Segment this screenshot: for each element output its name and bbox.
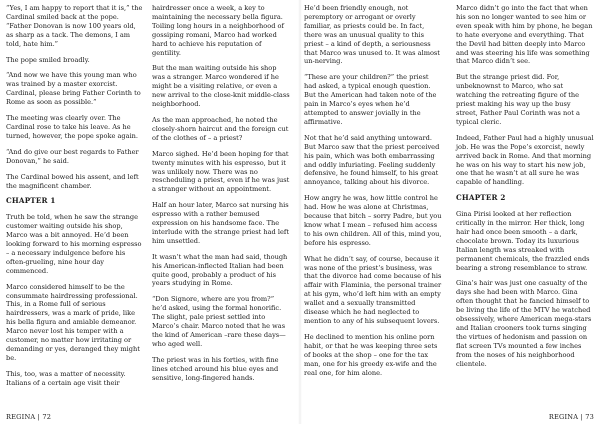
paragraph: He declined to mention his online porn habit, or that he was keeping three sets of books at the shop – one for the tax man, one for his greedy ex-wife and the real one, for him alone. — [304, 332, 438, 377]
paragraph: Gina’s hair was just one casualty of the days she had been with Marco. Gina often thought that he fancied himself to be living the life of the MTV he watched obsessively, where American mega-stars and Italian crooners took turns singing the virtues of hedonism and passion on flat screen TVs mounted a few inches from the noses of his neighborhood clientele. — [456, 279, 592, 368]
paragraph: Gina Pirisi looked at her reflection critically in the mirror. Her thick, long hair had once been smooth – a dark, chocolate brown. Today its luxurious Italian length was streaked with permanent chemicals, the frazzled ends bearing a strong resemblance to straw. — [456, 210, 590, 272]
left-page-column-1 — [6, 4, 144, 395]
chapter-heading: CHAPTER 2 — [456, 193, 506, 203]
paragraph: “And do give our best regards to Father Donovan,” he said. — [6, 147, 139, 165]
paragraph: The meeting was clearly over. The Cardinal rose to take his leave. As he turned, however, the pope spoke again. — [6, 114, 139, 140]
paragraph: The pope smiled broadly. — [6, 55, 90, 64]
paragraph: This, too, was a matter of necessity. Italians of a certain age visit their — [6, 369, 126, 387]
paragraph: Marco sighed. He’d been hoping for that twenty minutes with his espresso, but it was unlikely now. There was no rescheduling a priest, even if he was just a stranger without an appointment. — [152, 149, 290, 194]
paragraph: The priest was in his forties, with fine lines etched around his blue eyes and sensitive, long-fingered hands. — [152, 355, 279, 382]
paragraph: “Don Signore, where are you from?” he’d asked, using the formal honorific. The slight, pale priest settled into Marco’s chair. Marco noted that he was the kind of American –rare these days—who aged well. — [152, 295, 286, 348]
right-page-folio: REGINA | 73 — [548, 413, 594, 421]
right-page-column-1 — [304, 4, 442, 384]
paragraph: He’d been friendly enough, not peremptory or arrogant or overly familiar, as priests could be. In fact, there was an unusual quality to this priest – a kind of depth, a seriousness that Marco was unused to. It was almost un-nerving. — [304, 4, 440, 66]
paragraph: Marco considered himself to be the consummate hairdressing professional. This, in a Rome full of serious hairdressers, was a mark of pride, like his bella figura and amiable demeanor. Marco never lost his temper with a customer, no matter how irritating or demanding or yes, deranged they might be. — [6, 282, 140, 362]
paragraph: What he didn’t say, of course, because it was none of the priest’s business, was that the divorce had come because of his affair with Flaminia, the personal trainer at his gym, who’d left him with an empty wallet and a sexually transmitted disease which he had neglected to mention to any of his subsequent lovers. — [304, 254, 442, 325]
chapter-heading: CHAPTER 1 — [6, 196, 56, 206]
paragraph: “And now we have this young man who was trained by a master exorcist. Cardinal, please bring Father Corinth to Rome as soon as possible.” — [6, 71, 141, 107]
paragraph: But the strange priest did. For, unbeknownst to Marco, who sat watching the retreating figure of the priest making his way up the busy street, Father Paul Corinth was not a typical cleric. — [456, 73, 580, 126]
paragraph: Not that he’d said anything untoward. But Marco saw that the priest perceived his pain, which was both embarrassing and oddly infuriating. Feeling suddenly defensive, he found himself, to his great annoyance, talking about his divorce. — [304, 133, 440, 187]
paragraph: Indeed, Father Paul had a highly unusual job. He was the Pope’s exorcist, newly arrived back in Rome. And that morning he was on his way to start his new job, one that he wasn’t at all sure he was capable of handling. — [456, 133, 594, 187]
paragraph: “Yes, I am happy to report that it is,” the Cardinal smiled back at the pope. “Father Donovan is now 100 years old, as sharp as a tack. The demons, I am told, hate him.” — [6, 4, 143, 48]
paragraph: How angry he was, how little control he had. How he was alone at Christmas, because that bitch – sorry Padre, but you know what I mean – refused him access to his own children. All of this, mind you, before his espresso. — [304, 194, 442, 247]
paragraph: The Cardinal bowed his assent, and left the magnificent chamber. — [6, 172, 139, 190]
paragraph: As the man approached, he noted the closely-shorn haircut and the foreign cut of the clothes of – a priest? — [152, 115, 289, 142]
paragraph: Marco didn’t go into the fact that when his son no longer wanted to see him or even speak with him by phone, he began to hate everyone and everything. That the Devil had bitten deeply into Marco and was steering his life was something that Marco didn’t see. — [456, 4, 593, 66]
paragraph: But the man waiting outside his shop was a stranger. Marco wondered if he might be a visiting relative, or even a new arrival to the close-knit middle-class neighborhood. — [152, 64, 290, 109]
paragraph: hairdresser once a week, a key to maintaining the necessary bella figura. Toiling long hours in a neighborhood of gossiping romani, Marco had worked hard to achieve his reputation of gentility. — [152, 4, 284, 57]
paragraph: Truth be told, when he saw the strange customer waiting outside his shop, Marco was a bit annoyed. He’d been looking forward to his morning espresso – a necessary indulgence before his often-grueling, nine hour day commenced. — [6, 213, 142, 275]
paragraph: It wasn’t what the man had said, though his American-inflected Italian had been quite good, probably a product of his years studying in Rome. — [152, 252, 288, 288]
paragraph: “These are your children?” the priest had asked, a typical enough question. But the American had taken note of the pain in Marco’s eyes when he’d attempted to answer jovially in the affirmative. — [304, 73, 437, 126]
right-page — [300, 0, 600, 424]
right-page-column-2 — [456, 4, 594, 376]
paragraph: Half an hour later, Marco sat nursing his espresso with a rather bemused expression on his handsome face. The interlude with the strange priest had left him unsettled. — [152, 201, 289, 245]
left-page-folio: REGINA | 72 — [6, 413, 52, 421]
left-page-column-2 — [152, 4, 290, 390]
